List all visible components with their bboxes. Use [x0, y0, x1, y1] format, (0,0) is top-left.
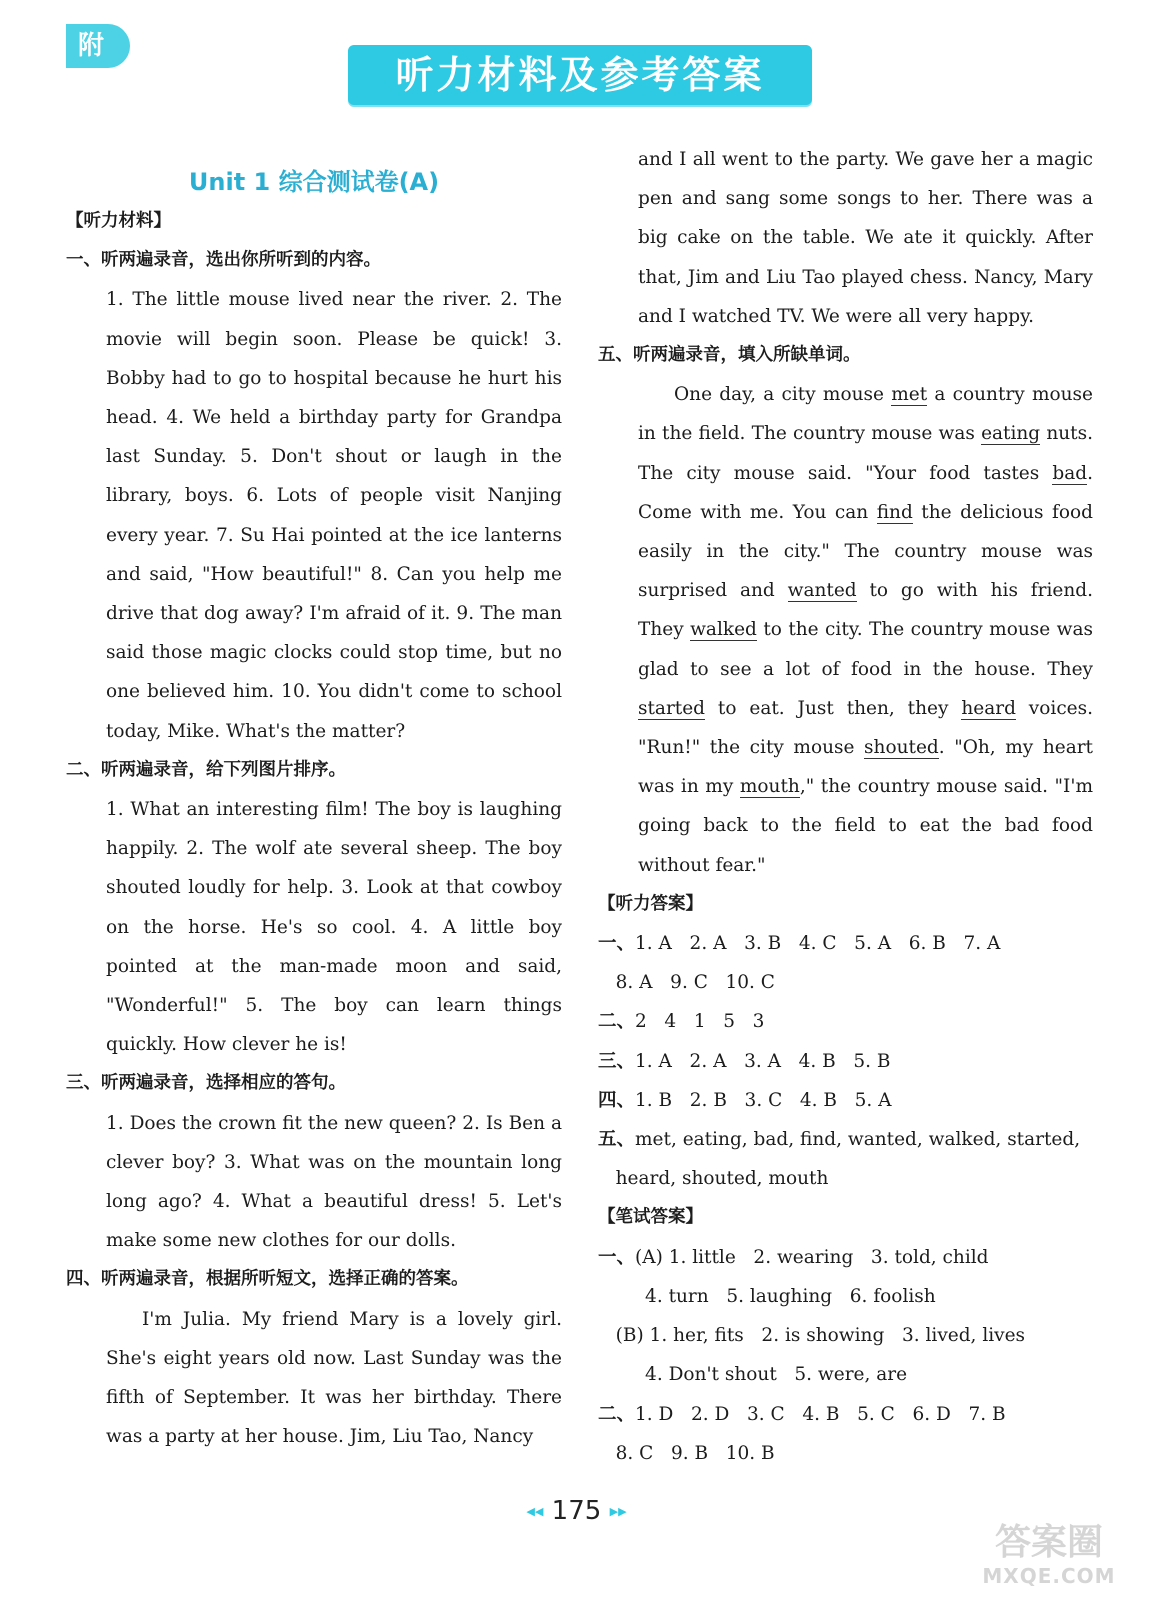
blank-word: wanted — [787, 580, 857, 602]
section-1-text: 1. The little mouse lived near the river. 2. The movie will begin soon. Please be quick! 3. Bobby had to go to hospital because he hurt his head. 4. We held a birthday party for Grandpa last Sunday. 5. Don't shout or laugh in the library, boys. 6. Lots of people visit Nanjing every year. 7. Su Hai pointed at the ice lanterns and said, "How beautiful!" 8. Can you help me drive that dog away? I'm afraid of it. 9. The man said those magic clocks could stop time, but no one believed him. 10. You didn't come to school today, Mike. What's the matter? — [106, 289, 562, 742]
page-title-banner: 听力材料及参考答案 — [348, 45, 812, 105]
blank-word: walked — [690, 619, 757, 641]
answer-row: 4. Don't shout 5. were, are — [598, 1364, 908, 1386]
section-5-title: 五、听两遍录音，填入所缺单词。 — [598, 345, 861, 366]
section-4-title: 四、听两遍录音，根据所听短文，选择正确的答案。 — [66, 1269, 469, 1290]
left-column — [66, 140, 562, 1457]
written-answers — [598, 1238, 1093, 1473]
answer-row: 四、1. B 2. B 3. C 4. B 5. A — [598, 1089, 892, 1111]
section-4-text-continued: and I all went to the party. We gave her a magic pen and sang some songs to her. There was a big cake on the table. We ate it quickly. After that, Jim and Liu Tao played chess. Nancy, Mary and I watched TV. We were all very happy. — [638, 149, 1093, 327]
blank-word: met — [891, 384, 928, 406]
section-2-title: 二、听两遍录音，给下列图片排序。 — [66, 759, 346, 780]
answer-row: 一、(A) 1. little 2. wearing 3. told, child — [598, 1246, 989, 1268]
answer-row: 三、1. A 2. A 3. A 4. B 5. B — [598, 1050, 891, 1072]
answer-row: 二、1. D 2. D 3. C 4. B 5. C 6. D 7. B — [598, 1403, 1006, 1425]
listening-material-label: 【听力材料】 — [66, 211, 171, 231]
arrow-left-icon: ◂◂ — [526, 1501, 544, 1522]
watermark-logo — [959, 1522, 1139, 1592]
watermark-text: 答案圈 — [994, 1522, 1103, 1563]
unit-title: Unit 1 综合测试卷(A) — [188, 168, 440, 196]
answer-row: (B) 1. her, fits 2. is showing 3. lived, lives — [598, 1325, 1026, 1347]
answer-row: 五、met, eating, bad, find, wanted, walked, started, — [598, 1129, 1081, 1151]
section-4-text: I'm Julia. My friend Mary is a lovely girl. She's eight years old now. Last Sunday was the fifth of September. It was her birthday. There was a party at her house. Jim, Liu Tao, Nancy — [106, 1308, 562, 1448]
blank-word: heard — [961, 697, 1016, 719]
listening-answers — [598, 924, 1093, 1198]
written-answers-label: 【笔试答案】 — [598, 1207, 703, 1228]
right-column — [598, 140, 1093, 1473]
blank-word: eating — [981, 423, 1041, 445]
answer-row: 一、1. A 2. A 3. B 4. C 5. A 6. B 7. A — [598, 933, 1001, 955]
section-3-text: 1. Does the crown fit the new queen? 2. Is Ben a clever boy? 3. What was on the mountain long long ago? 4. What a beautiful dress! 5. Let's make some new clothes for our dolls. — [106, 1112, 562, 1252]
answer-row: 8. C 9. B 10. B — [598, 1442, 775, 1464]
section-5-text: One day, a city mouse met a country mouse in the field. The country mouse was eating nuts. The city mouse said. "Your food tastes bad. Come with me. You can find the delicious food easily in the city." The country mouse was surprised and wanted to go with his friend. They walked to the city. The country mouse was glad to see a lot of food in the house. They started to eat. Just then, they heard voices. "Run!" the city mouse shouted. "Oh, my heart was in my mouth," the country mouse said. "I'm going back to the field to eat the bad food without fear." — [638, 384, 1094, 876]
answer-row: 二、2 4 1 5 3 — [598, 1011, 765, 1033]
section-1-title: 一、听两遍录音，选出你所听到的内容。 — [66, 250, 381, 271]
blank-word: find — [876, 501, 913, 523]
arrow-right-icon: ▸▸ — [609, 1501, 627, 1522]
answer-row: 8. A 9. C 10. C — [598, 972, 775, 994]
blank-word: mouth — [739, 776, 800, 798]
blank-word: bad — [1052, 462, 1088, 484]
blank-word: shouted — [864, 737, 939, 759]
page-number-value: 175 — [551, 1496, 602, 1526]
appendix-tag: 附 — [66, 24, 130, 68]
listening-answers-label: 【听力答案】 — [598, 893, 703, 914]
watermark-url: MXQE.COM — [982, 1564, 1116, 1588]
section-3-title: 三、听两遍录音，选择相应的答句。 — [66, 1073, 346, 1094]
blank-word: started — [638, 697, 706, 719]
section-2-text: 1. What an interesting film! The boy is laughing happily. 2. The wolf ate several sheep. The boy shouted loudly for help. 3. Look at that cowboy on the horse. He's so cool. 4. A little boy pointed at the man-made moon and said, "Wonderful!" 5. The boy can learn things quickly. How clever he is! — [106, 799, 562, 1056]
answer-row: 4. turn 5. laughing 6. foolish — [598, 1285, 936, 1307]
answer-row: heard, shouted, mouth — [598, 1168, 829, 1190]
